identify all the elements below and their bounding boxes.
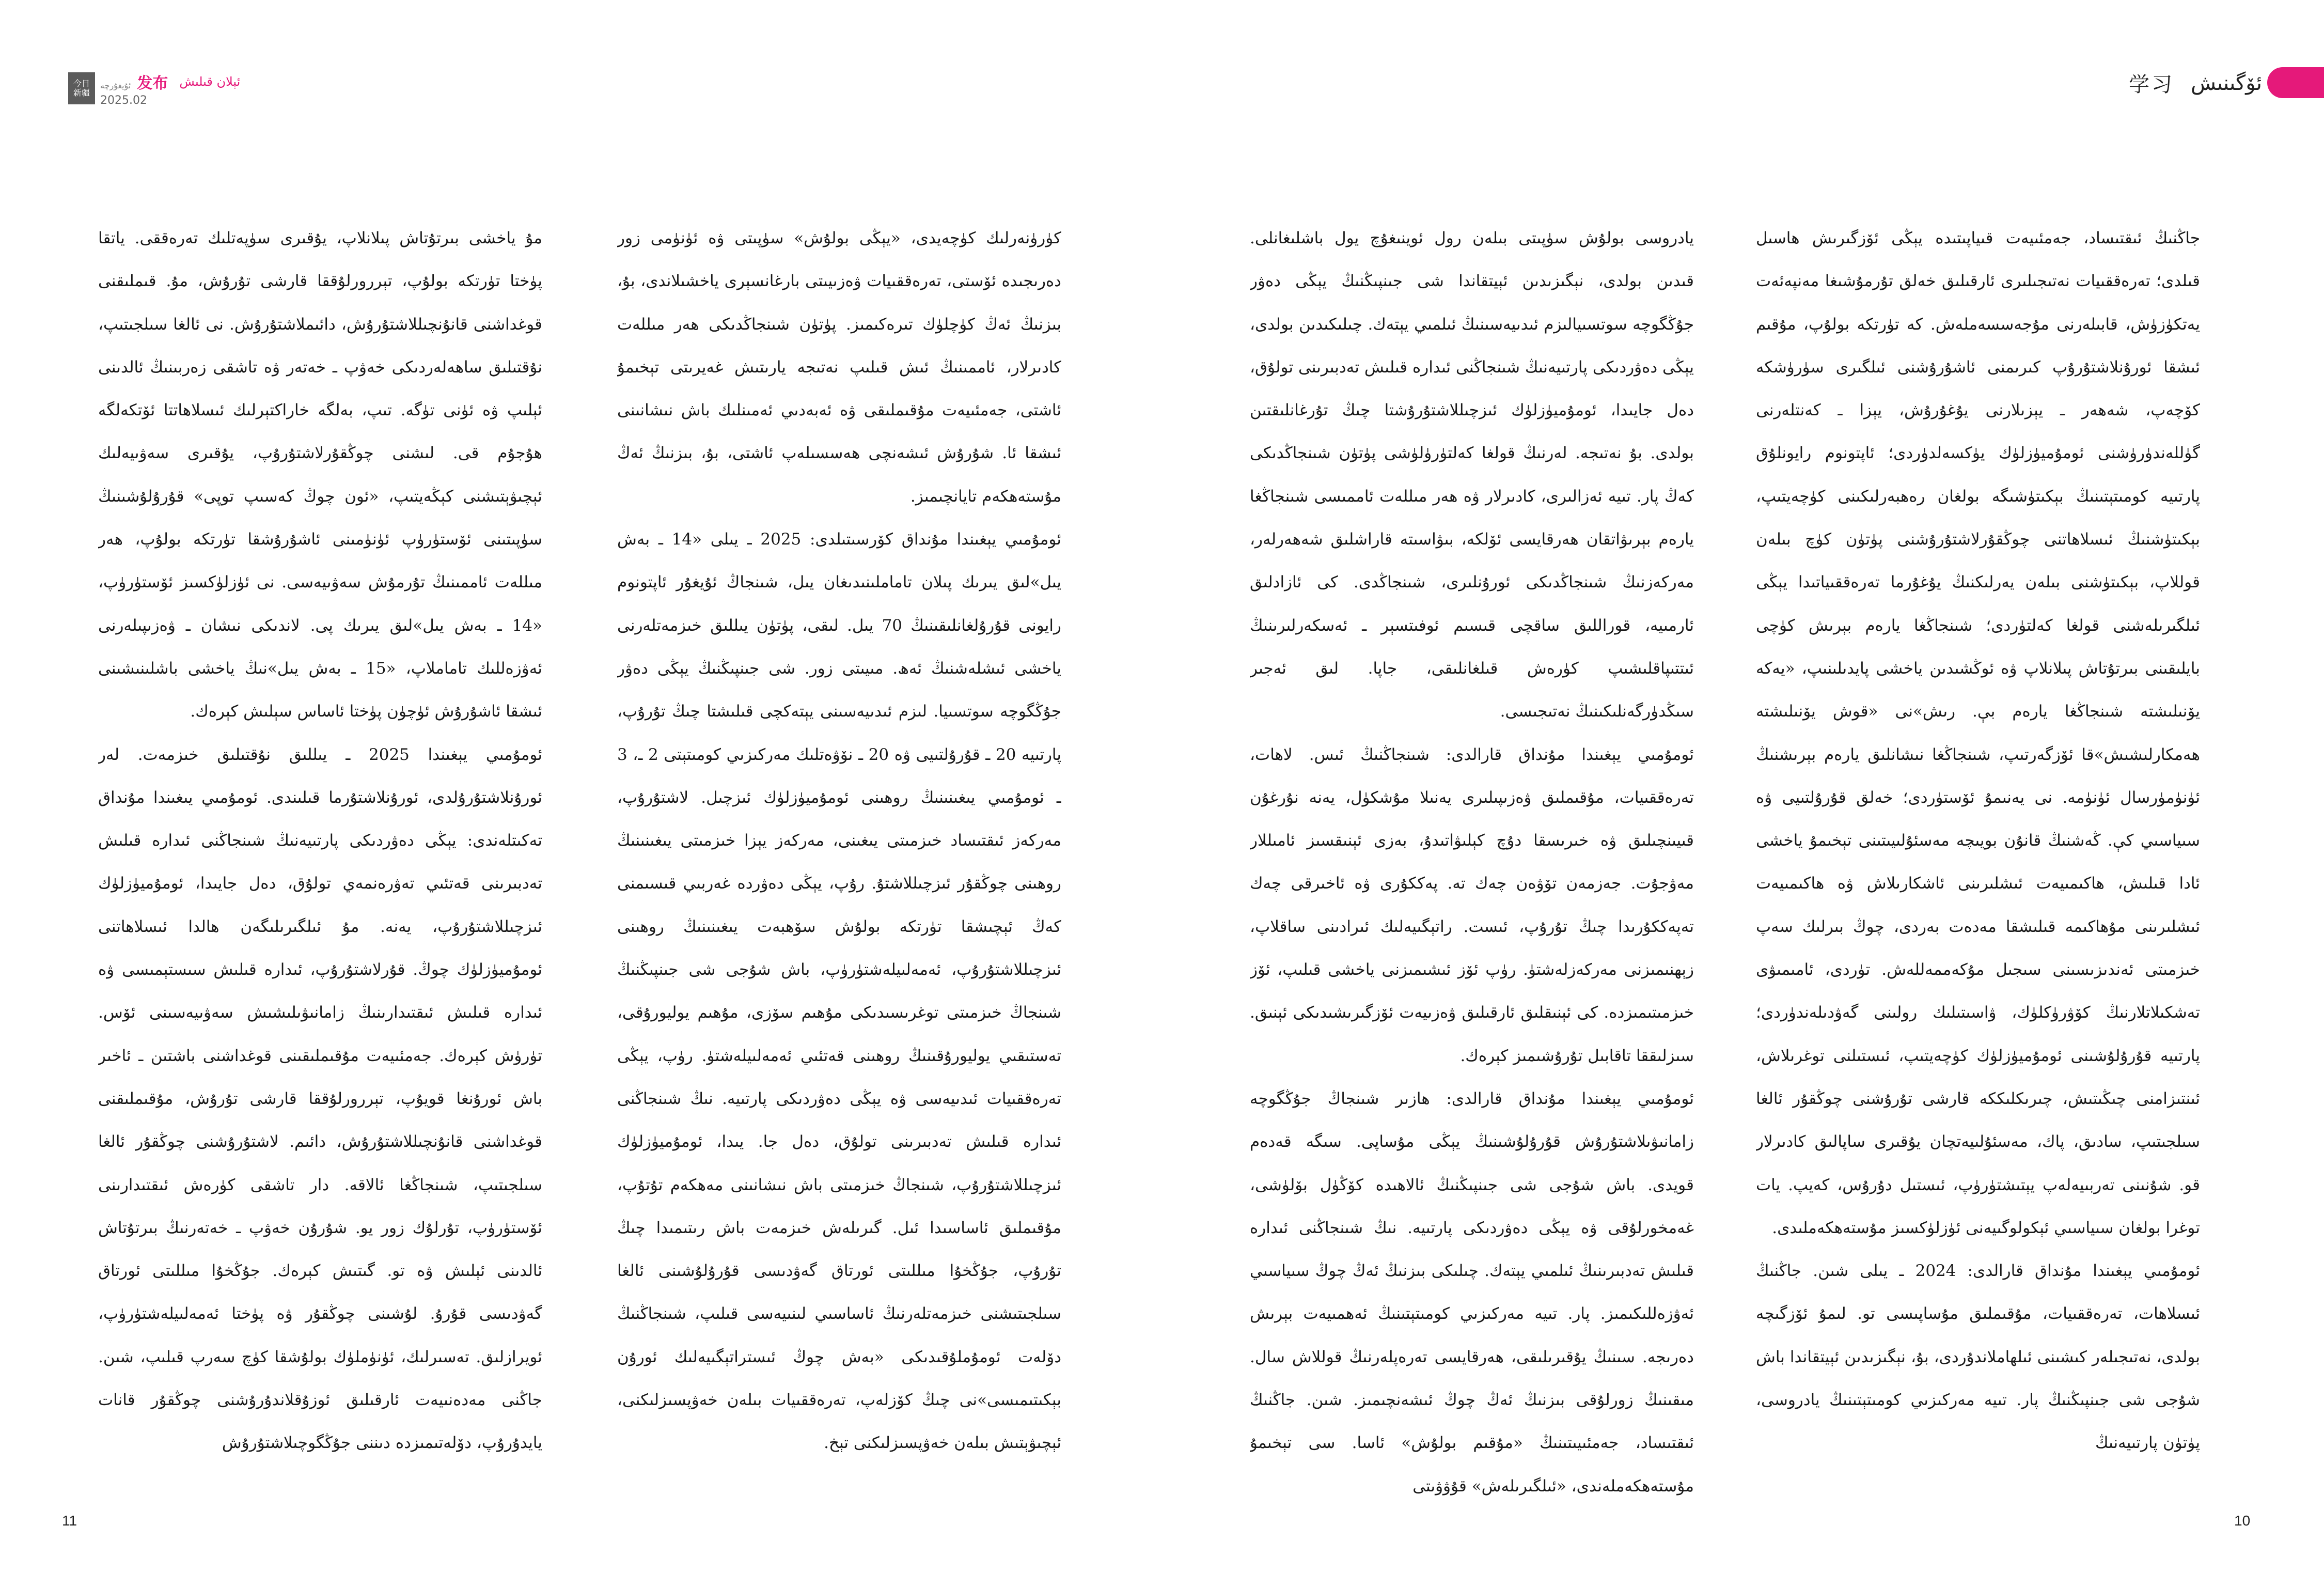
- paragraph: ئومۇمىي يېغىندا مۇنداق قارالدى: 2024 ـ يىلى شىن. جاڭنىڭ ئىسلاھات، تەرەققىيات، مۇقىملىق مۇساپىسى تو. لىمۇ ئۆزگىچە بولدى، نەتىجىلەر كىشىنى ئىلھاملاندۇردى، بۇ، نېگىزىدىن ئېيتقاندا باش شۇجى شى جىنپىڭنىڭ پار. تىيە مەركىزىي كومىتېتىنىڭ يادروسى، پۈتۈن پارتىيەنىڭ: [1756, 1262, 2200, 1453]
- issue-date: 2025.02: [100, 94, 147, 107]
- paragraph: كۈرۈنەرلىك كۈچەيدى، «يېڭى بولۇش» سۈپىتى ۋە ئۈنۈمى زور دەرىجىدە ئۆستى، تەرەققىيات ۋەزىيىتى بارغانسېرى ياخشىلاندى، بۇ، بىزنىڭ ئەڭ كۈچلۈك تىرەكىمىز. پۈتۈن شىنجاڭدىكى ھەر مىللەت كادىرلار، ئاممىنىڭ ئىش قىلىپ نەتىجە يارىتىش غەيرىتى تېخىمۇ ئاشتى، جەمئىيەت مۇقىملىقى ۋە ئەبەدىي ئەمىنلىك باش نىشانىنى ئىشقا ئا. شۇرۇش ئىشەنچى ھەسسىلەپ ئاشتى، بۇ، بىزنىڭ ئەڭ مۇستەھكەم تايانچىمىز.: [617, 229, 1061, 506]
- publish-label: 发布: [137, 74, 168, 92]
- text-column-3: [617, 217, 1061, 1503]
- paragraph: ئومۇمىي يېغىندا مۇنداق قارالدى: ھازىر شىنجاڭ جۇڭگوچە زامانىۋىلاشتۇرۇش قۇرۇلۇشىنىڭ يېڭى مۇساپى. سىگە قەدەم قويدى. باش شۇجى شى جىنپىڭنىڭ ئالاھىدە كۆڭۈل بۆلۈشى، غەمخورلۇقى ۋە يېڭى دەۋردىكى پارتىيە. نىڭ شىنجاڭنى ئىدارە قىلىش تەدبىرىنىڭ ئىلمىي يېتەك. چىلىكى بىزنىڭ ئەڭ چوڭ سىياسىي ئەۋزەللىكىمىز. پار. تىيە مەركىزىي كومىتېتىنىڭ ئەھمىيەت بېرىش دەرىجە. سىنىڭ يۇقىرىلىقى، ھەرقايسى تەرەپلەرنىڭ قوللاش سال. مىقىنىڭ زورلۇقى بىزنىڭ ئەڭ چوڭ ئىشەنچىمىز. شىن. جاڭنىڭ ئىقتىساد، جەمئىيىتىنىڭ «مۇقىم بولۇش» ئاسا. سى تېخىمۇ مۇستەھكەملەندى، «ئىلگىرىلەش» قۇۋۋىتى: [1250, 1089, 1694, 1496]
- publish-meta: [100, 70, 168, 107]
- publish-subtle-label: ئۇيغۇرچە: [100, 80, 131, 90]
- masthead-right: [2129, 68, 2262, 98]
- section-tab-marker: [2267, 67, 2324, 98]
- page-number-right: 10: [2234, 1513, 2251, 1529]
- section-title-left: ئېلان قىلىش: [179, 74, 241, 89]
- paragraph: جاڭنىڭ ئىقتىساد، جەمئىيەت قىياپىتىدە يېڭى ئۆزگىرىش ھاسىل قىلدى؛ تەرەققىيات نەتىجىلىرى ئارقىلىق خەلق تۇرمۇشىغا مەنپەئەت يەتكۈزۈش، قابىلەرنى مۇجەسسەملەش. كە تۈرتكە بولۇپ، مۇقىم ئىشقا ئورۇنلاشتۇرۇپ كىرىمنى ئاشۇرۇشنى ئىلگىرى سۈرۈشكە كۆچەپ، شەھەر ـ يېزىلارنى يۇغۇرۇش، يېزا ـ كەنتلەرنى گۈللەندۈرۈشنى ئومۇميۈزلۈك يۈكسەلدۈردى؛ ئاپتونوم رايونلۇق پارتىيە كومىتېتىنىڭ بېكىتۈشىگە بولغان رەھبەرلىكىنى كۈچەيتىپ، بېكىتۈشنىڭ ئىسلاھاتنى چوڭقۇرلاشتۇرۇشنى پۈتۈن كۈچ بىلەن قوللاپ، بېكىتۈشنى بىلەن يەرلىكنىڭ يۇغۇرما تەرەققىياتىدا يېڭى ئىلگىرىلەشنى قولغا كەلتۈردى؛ شىنجاڭغا يارەم بېرىش كۈچى بايلىقىنى بىرتۇتاش پىلانلاپ ۋە ئوڭشىدىن ياخشى پايدىلىنىپ، «يەكە يۆنىلىشتە شىنجاڭغا يارەم بې. رىش»نى «قوش يۆنىلىشتە ھەمكارلىشىش»قا ئۆزگەرتىپ، شىنجاڭغا نىشانلىق يارەم بېرىشنىڭ ئۈنۈمۈرسال ئۈنۈمە. نى يەنىمۇ ئۆستۈردى؛ خەلق قۇرۇلتىيى ۋە سىياسىي كې. ڭەشنىڭ قانۇن بويىچە مەسئۇلىيىتىنى تېخىمۇ ياخشى ئادا قىلىش، ھاكىمىيەت ئىشلىرىنى ئاشكارىلاش ۋە ھاكىمىيەت ئىشلىرىنى مۇھاكىمە قىلىشقا مەدەت بەردى، چوڭ بىرلىك سەپ خىزمىتى ئەندىزىسىنى سىجىل مۇكەممەللەش. تۈردى، ئامىمىۋى تەشكىلاتلارنىڭ كۆۋرۈكلۈك، ۋاسىتىلىك رولىنى گەۋدىلەندۈردى؛ پارتىيە قۇرۇلۇشىنى ئومۇميۈزلۈك كۈچەيتىپ، ئىستىلنى توغرىلاش، ئىنتىزامنى چىڭىتىش، چىرىكلىككە قارشى تۇرۇشنى چوڭقۇر ئالغا سىلجىتىپ، سادىق، پاك، مەسئۇلىيەتچان يۇقىرى ساپالىق كادىرلار قو. شۇنىنى تەربىيەلەپ يېتىشتۈرۈپ، ئىستىل دۇرۇس، كەيپ. يات توغرا بولغان سىياسىي ئېكولوگىيەنى ئۈزلۈكسىز مۇستەھكەملىدى.: [1756, 229, 2200, 1237]
- paragraph: يادروسى بولۇش سۈپىتى بىلەن رول ئوينىغۇچ يول باشلىغانلى. قىدىن بولدى، نېگىزىدىن ئېيتقاندا شى جىنپىڭنىڭ يېڭى دەۋر جۇڭگوچە سوتسىيالىزم ئىدىيەسىنىڭ ئىلمىي يېتەك. چىلىكىدىن بولدى، يېڭى دەۋردىكى پارتىيەنىڭ شىنجاڭنى ئىدارە قىلىش تەدبىرىنى تولۇق، دەل جايىدا، ئومۇميۈزلۈك ئىزچىللاشتۇرۇشتا چىڭ تۇرغانلىقتىن بولدى. بۇ نەتىجە. لەرنىڭ قولغا كەلتۈرۈلۈشى پۈتۈن شىنجاڭدىكى كەڭ پار. تىيە ئەزالىرى، كادىرلار ۋە ھەر مىللەت ئاممىسى شىنجاڭغا يارەم بېرىۋاتقان ھەرقايسى ئۆلكە، بىۋاسىتە قاراشلىق شەھەرلەر، مەركەزنىڭ شىنجاڭدىكى ئورۇنلىرى، شىنجاڭدى. كى ئازادلىق ئارمىيە، قوراللىق ساقچى قىسىم ئوفىتسېر ـ ئەسكەرلىرىنىڭ ئىتتىپاقلىشىپ كۈرەش قىلغانلىقى، جاپا. لىق ئەجىر سىڭدۈرگەنلىكىنىڭ نەتىجىسى.: [1250, 229, 1694, 721]
- paragraph: مۇ ياخشى بىرتۇتاش پىلانلاپ، يۇقىرى سۈپەتلىك تەرەققى. ياتقا پۈختا تۈرتكە بولۇپ، تېررورلۇققا قارشى تۇرۇش، مۇ. قىملىقنى قوغداشنى قانۇنچىللاشتۇرۇش، دائىملاشتۇرۇش. نى ئالغا سىلجىتىپ، نۇقتىلىق ساھەلەردىكى خەۋپ ـ خەتەر ۋە تاشقى زەربىنىڭ ئالدىنى ئېلىپ ۋە ئۈنى تۈگە. تىپ، بەلگە خاراكتېرلىك ئىسلاھاتتا ئۆتكەلگە ھۇجۇم قى. لىشنى چوڭقۇرلاشتۇرۇپ، يۇقىرى سەۋىيەلىك ئېچىۋېتىشنى كېڭەيتىپ، «ئون چوڭ كەسىپ توپى» قۇرۇلۇشىنىڭ سۈپىتىنى ئۆستۈرۈپ ئۈنۈمىنى ئاشۇرۇشقا تۈرتكە بولۇپ، ھەر مىللەت ئاممىنىڭ تۇرمۇش سەۋىيەسى. نى ئۈزلۈكسىز ئۆستۈرۈپ، «14 ـ بەش يىل»لىق يىرىك پى. لاندىكى نىشان ـ ۋەزىپىلەرنى ئەۋزەللىك تاماملاپ، «15 ـ بەش يىل»نىڭ ياخشى باشلىنىشىنى ئىشقا ئاشۇرۇش ئۈچۈن پۈختا ئاساس سېلىش كېرەك.: [98, 229, 542, 721]
- paragraph: ئومۇمىي يېغىندا 2025 ـ يىللىق نۇقتىلىق خىزمەت. لەر ئورۇنلاشتۇرۇلدى، ئورۇنلاشتۇرما قىلىندى. ئومۇمىي يىغىندا مۇنداق تەكىتلەندى: يېڭى دەۋردىكى پارتىيەنىڭ شىنجاڭنى ئىدارە قىلىش تەدبىرىنى قەتئىي تەۋرەنمەي تولۇق، دەل جايىدا، ئومۇميۈزلۈك ئىزچىللاشتۇرۇپ، يەنە. مۇ ئىلگىرىلىگەن ھالدا ئىسلاھاتنى ئومۇميۈزلۈك چوڭ. قۇرلاشتۇرۇپ، ئىدارە قىلىش سىستېمىسى ۋە ئىدارە قىلىش ئىقتىدارىنىڭ زامانىۋىلىشىش سەۋىيەسىنى ئۆس. تۈرۈش كېرەك. جەمئىيەت مۇقىملىقىنى قوغداشنى باشتىن ـ ئاخىر باش ئورۇنغا قويۇپ، تېررورلۇققا قارشى تۇرۇش، مۇقىملىقنى قوغداشنى قانۇنچىللاشتۇرۇش، دائىم. لاشتۇرۇشنى چوڭقۇر ئالغا سىلجىتىپ، شىنجاڭغا ئالاقە. دار تاشقى كۈرەش ئىقتىدارىنى ئۆستۈرۈپ، تۇرلۇك زور يو. شۇرۇن خەۋپ ـ خەتەرنىڭ بىرتۇتاش ئالدىنى ئېلىش ۋە تو. گىتىش كېرەك. جۇڭخۇا مىللىتى ئورتاق گەۋدىسى قۇرۇ. لۇشىنى چوڭقۇر ۋە پۈختا ئەمەلىيلەشتۈرۈپ، ئويرازلىق. تەسىرلىك، ئۈنۈملۈك بولۇشقا كۈچ سەرپ قىلىپ، شىن. جاڭنى مەدەنىيەت ئارقىلىق ئوزۇقلاندۇرۇشنى چوڭقۇر قانات يايدۇرۇپ، دۆلەتىمىزدە دىننى جۇڭگوچىلاشتۇرۇش: [98, 745, 542, 1453]
- section-title-chinese: 学习: [2128, 73, 2174, 97]
- text-column-1: [1756, 217, 2200, 1503]
- paragraph: ئومۇمىي يېغىندا مۇنداق كۆرسىتىلدى: 2025 ـ يىلى «14 ـ بەش يىل»لىق يىرىك پىلان تاماملىنىدىغان يىل، شىنجاڭ ئۇيغۇر ئاپتونوم رايونى قۇرۇلغانلىقىنىڭ 70 يىل. لىقى، پۈتۈن يىللىق خىزمەتلەرنى ياخشى ئىشلەشنىڭ ئەھ. مىيىتى زور. شى جىنپىڭنىڭ يېڭى دەۋر جۇڭگوچە سوتسىيا. لىزم ئىدىيەسىنى يېتەكچى قىلىشتا چىڭ تۇرۇپ، پارتىيە 20 ـ قۇرۇلتىيى ۋە 20 ـ نۆۋەتلىك مەركىزىي كومىتېتى 2 ـ، 3 ـ ئومۇمىي يىغىنىنىڭ روھىنى ئومۇميۈزلۈك ئىزچىل. لاشتۇرۇپ، مەركەز ئىقتىساد خىزمىتى يىغىنى، مەركەز يېزا خىزمىتى يىغىنىنىڭ روھىنى چوڭقۇر ئىزچىللاشتۇ. رۇپ، يېڭى دەۋردە غەربىي قىسىمنى كەڭ ئېچىشقا تۈرتكە بولۇش سۆھبەت يىغىنىنىڭ روھىنى ئىزچىللاشتۇرۇپ، ئەمەلىيلەشتۈرۈپ، باش شۇجى شى جىنپىڭنىڭ شىنجاڭ خىزمىتى توغرىسىدىكى مۇھىم سۆزى، مۇھىم يوليورۇقى، تەستىقىي يوليورۇقىنىڭ روھىنى قەتئىي ئەمەلىيلەشتۈ. رۈپ، يېڭى تەرەققىيات ئىدىيەسى ۋە يېڭى دەۋردىكى پارتىيە. نىڭ شىنجاڭنى ئىدارە قىلىش تەدبىرىنى تولۇق، دەل جا. يىدا، ئومۇميۈزلۈك ئىزچىللاشتۇرۇپ، شىنجاڭ خىزمىتى باش نىشانىنى مەھكەم تۇتۇپ، مۇقىملىق ئاساسىدا ئىل. گىرىلەش خىزمەت باش رىتىمىدا چىڭ تۇرۇپ، جۇڭخۇا مىللىتى ئورتاق گەۋدىسى قۇرۇلۇشىنى ئالغا سىلجىتىشنى خىزمەتلەرنىڭ ئاساسىي لىنىيەسى قىلىپ، شىنجاڭنىڭ دۆلەت ئومۇملۇقىدىكى «بەش چوڭ ئىستراتېگىيەلىك ئورۇن بېكىتىمىسى»نى چىڭ كۆزلەپ، تەرەققىيات بىلەن خەۋپسىزلىكنى، ئېچىۋېتىش بىلەن خەۋپسىزلىكنى تېخ.: [617, 530, 1061, 1453]
- magazine-logo: [68, 72, 95, 104]
- text-column-4: [98, 217, 542, 1503]
- section-title-right: ئۆگىنىش: [2190, 71, 2262, 95]
- paragraph: ئومۇمىي يېغىندا مۇنداق قارالدى: شىنجاڭنىڭ ئىس. لاھات، تەرەققىيات، مۇقىملىق ۋەزىپىلىرى يەنىلا مۇشكۈل، يەنە نۇرغۇن قىيىنچىلىق ۋە خىرىسقا دۇچ كېلىۋاتىدۇ، بەزى ئېنىقسىز ئامىللار مەۋجۇت. جەزمەن تۆۋەن چەك تە. پەككۇرى ۋە ئاخىرقى چەك تەپەككۇرىدا چىڭ تۇرۇپ، ئىست. راتېگىيەلىك ئىرادىنى ساقلاپ، زېھنىمىزنى مەركەزلەشتۈ. رۈپ ئۆز ئىشىمىزنى ياخشى قىلىپ، ئۆز خىزمىتىمىزدە. كى ئېنىقلىق ئارقىلىق ۋەزىيەت ئۆزگىرىشىدىكى ئېنىق. سىزلىققا تاقابىل تۇرۇشىمىز كېرەك.: [1250, 745, 1694, 1065]
- page-number-left: 11: [62, 1513, 77, 1529]
- masthead-left: [68, 71, 240, 105]
- magazine-logo-line2: 新疆: [73, 88, 90, 98]
- text-column-2: [1250, 217, 1694, 1503]
- magazine-logo-line1: 今日: [73, 79, 90, 88]
